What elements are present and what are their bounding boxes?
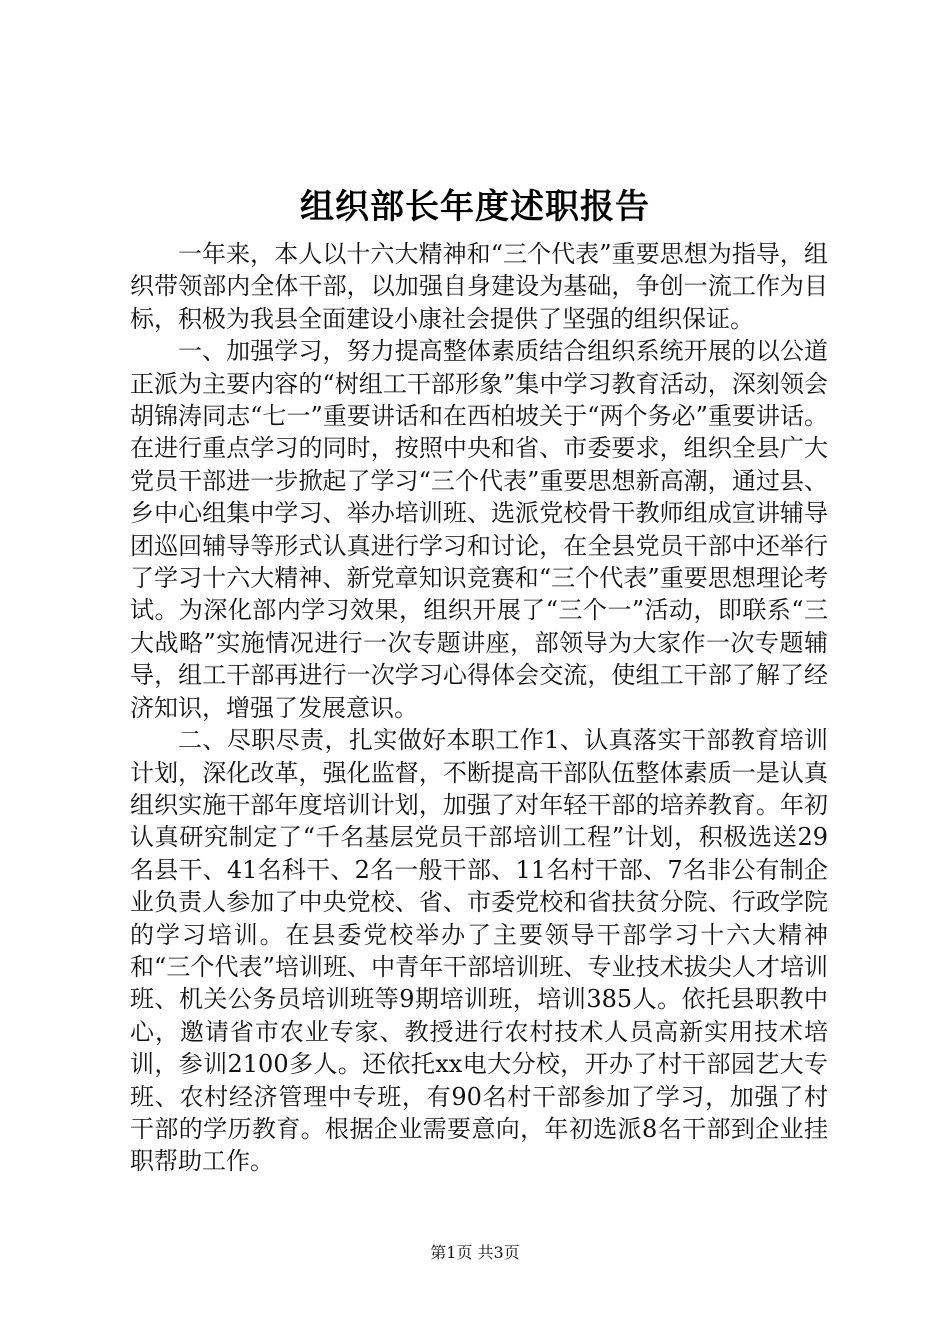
paragraph-section-two: 二、尽职尽责，扎实做好本职工作1、认真落实干部教育培训计划，深化改革，强化监督，不断提高干部队伍整体素质一是认真组织实施干部年度培训计划，加强了对年轻干部的培养教育。年初认真研究制定了“千名基层党员干部培训工程”计划，积极选送29名县干、41名科干、2名一般干部、11名村干部、7名非公有制企业负责人参加了中央党校、省、市委党校和省扶贫分院、行政学院的学习培训。在县委党校举办了主要领导干部学习十六大精神和“三个代表”培训班、中青年干部培训班、专业技术拔尖人才培训班、机关公务员培训班等9期培训班，培训385人。依托县职教中心，邀请省市农业专家、教授进行农村技术人员高新实用技术培训，参训2100多人。还依托xx电大分校，开办了村干部园艺大专班、农村经济管理中专班，有90名村干部参加了学习，加强了村干部的学历教育。根据企业需要意向，年初选派8名干部到企业挂职帮助工作。 bbox=[130, 726, 828, 1176]
paragraph-intro: 一年来，本人以十六大精神和“三个代表”重要思想为指导，组织带领部内全体干部，以加强自身建设为基础，争创一流工作为目标，积极为我县全面建设小康社会提供了坚强的组织保证。 bbox=[130, 240, 828, 333]
document-body bbox=[130, 238, 828, 1178]
paragraph-section-one: 一、加强学习，努力提高整体素质结合组织系统开展的以公道正派为主要内容的“树组工干部形象”集中学习教育活动，深刻领会胡锦涛同志“七一”重要讲话和在西柏坡关于“两个务必”重要讲话。在进行重点学习的同时，按照中央和省、市委要求，组织全县广大党员干部进一步掀起了学习“三个代表”重要思想新高潮，通过县、乡中心组集中学习、举办培训班、选派党校骨干教师组成宣讲辅导团巡回辅导等形式认真进行学习和讨论，在全县党员干部中还举行了学习十六大精神、新党章知识竞赛和“三个代表”重要思想理论考试。为深化部内学习效果，组织开展了“三个一”活动，即联系“三大战略”实施情况进行一次专题讲座，部领导为大家作一次专题辅导，组工干部再进行一次学习心得体会交流，使组工干部了解了经济知识，增强了发展意识。 bbox=[130, 337, 828, 722]
page-indicator: 第1页 共3页 bbox=[430, 1243, 520, 1262]
document-title: 组织部长年度述职报告 bbox=[300, 187, 650, 227]
